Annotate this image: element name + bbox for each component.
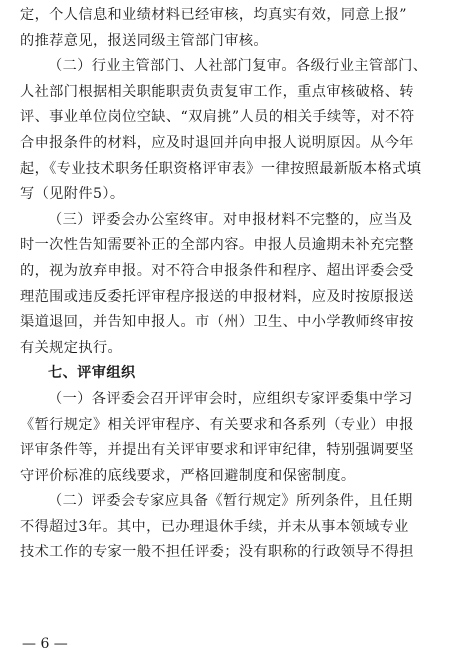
text-line: 时一次性告知需要补正的全部内容。申报人员逾期未补充完整 (20, 237, 414, 254)
text-line: 的，视为放弃申报。对不符合申报条件和程序、超出评委会受 (20, 262, 414, 279)
section-heading: 七、评审组织 (48, 365, 136, 382)
text-line: 评审条件等，并提出有关评审要求和评审纪律，特别强调要坚 (20, 442, 414, 459)
text-line: 定，个人信息和业绩材料已经审核，均真实有效，同意上报” (20, 7, 407, 23)
text-line: 评、事业单位岗位空缺、“双肩挑”人员的相关手续等，对不符 (20, 109, 415, 126)
text-line: 写（见附件5）。 (20, 186, 125, 203)
text-line: 起，《专业技术职务任职资格评审表》一律按照最新版本格式填 (20, 160, 422, 177)
text-line: 的推荐意见，报送同级主管部门审核。 (20, 32, 268, 49)
text-line: 合申报条件的材料，应及时退回并向申报人说明原因。从今年 (20, 134, 414, 151)
text-line: 渠道退回，并告知申报人。市（州）卫生、中小学教师终审按 (20, 314, 414, 331)
text-line: 技术工作的专家一般不担任评委；没有职称的行政领导不得担 (20, 544, 414, 561)
text-line: 人社部门根据相关职能职责负责复审工作，重点审核破格、转 (20, 83, 414, 100)
body-text (20, 3, 454, 566)
text-line: 理范围或违反委托评审程序报送的申报材料，应及时按原报送 (20, 288, 414, 305)
text-line: 有关规定执行。 (20, 339, 123, 356)
page-number: — 6 — (22, 636, 68, 652)
paragraph-start: （三）评委会办公室终审。对申报材料不完整的，应当及 (48, 211, 413, 228)
text-line: 《暂行规定》相关评审程序、有关要求和各系列（专业）申报 (20, 416, 414, 433)
text-line: 守评价标准的底线要求，严格回避制度和保密制度。 (20, 467, 356, 484)
text-line: 不得超过3年。其中，已办理退休手续，并未从事本领域专业 (20, 518, 409, 535)
paragraph-start: （一）各评委会召开评审会时，应组织专家评委集中学习 (48, 390, 413, 407)
paragraph-start: （二）评委会专家应具备《暂行规定》所列条件，且任期 (48, 493, 413, 510)
paragraph-start: （二）行业主管部门、人社部门复审。各级行业主管部门、 (48, 58, 428, 75)
